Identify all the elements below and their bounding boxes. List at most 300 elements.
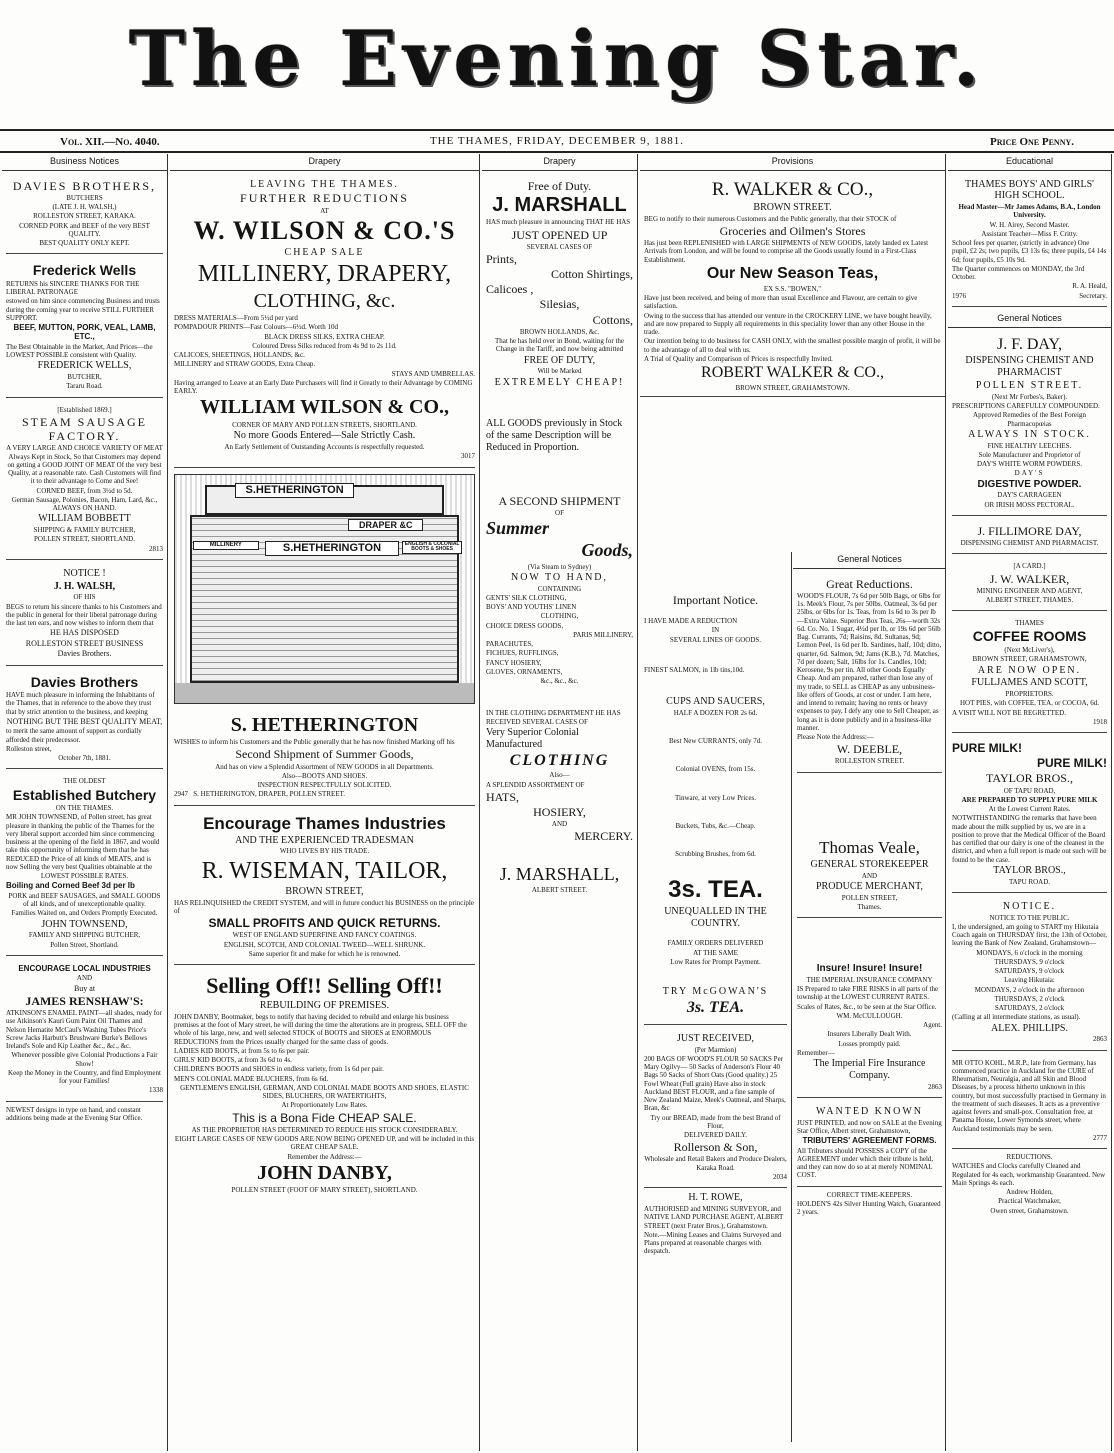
ad-signature: FREDERICK WELLS, [37,360,132,372]
ad-text: School fees per quarter, (strictly in advance) One pupil, £2 2s; two pupils, £3 13s 6s; three pupils, £4 14s 6d; four pupils, £5 10s 9d. [952,239,1107,264]
ad-text: HOT PIES, with COFFEE, TEA, or COCOA, 6d. [960,699,1099,708]
ad-text: OF HIS [73,593,96,602]
ad-number: 2863 [1093,1035,1107,1044]
ad-title: PURE MILK! [952,741,1022,756]
ad-title: THAMES BOYS' AND GIRLS' HIGH SCHOOL. [965,178,1094,202]
newspaper-title: The Evening Star. [128,14,986,103]
ad-title: Davies Brothers [30,673,139,690]
ad-text: [A CARD.] [1013,562,1046,571]
ad-text: CORNED BEEF, from 3½d to 5d. [36,486,133,495]
ad-text: Assistant Teacher—Miss F. Critty. [981,229,1078,238]
ad-title: J. W. WALKER, [989,571,1070,586]
ad-text: Owing to the success that has attended our venture in the CROCKERY LINE, we have bought heavily, and are now prepared to Supply all requirements in this speciality lower than any other House in the trade. [644,311,932,337]
ad-text: Also— [549,771,570,780]
ad-text: Our New Season Teas, [706,264,879,282]
ad-text: LADIES KID BOOTS, at from 5s to 6s per pair. [174,1046,310,1055]
ad-townsend-butchery [6,773,163,956]
ad-text: (Calling at all intermediate stations, as usual). [952,1013,1081,1022]
ad-text: Summer [486,518,550,539]
ad-text: PROPRIETORS. [1005,690,1054,699]
ad-text: BROWN STREET, GRAHAMSTOWN. [735,383,850,392]
ad-title: J. F. DAY, [997,335,1062,353]
ad-frederick-wells [6,258,163,397]
ad-text: ROLLESTON STREET, KARAKA. [33,212,136,221]
ad-text: J. H. WALSH, [53,580,116,592]
ad-text: Tinware, at very Low Prices. [674,793,756,802]
shop-engraving [174,474,475,704]
ad-text: German Sausage, Polonies, Bacon, Ham, Lard, &c., ALWAYS ON HAND. [11,495,158,513]
ad-number: 2947 [174,790,188,799]
list-item: GLOVES, ORNAMENTS, [486,667,563,676]
ad-text: POLLEN STREET, SHORTLAND. [34,535,135,544]
ad-signature: WILLIAM BOBBETT [38,513,131,525]
ad-text: A SECOND SHIPMENT [498,493,621,508]
ad-text: A SPLENDID ASSORTMENT OF [486,780,585,789]
mcgowan-column [640,552,792,1442]
ad-text: Thames. [857,902,882,911]
ad-text: TRY McGOWAN'S [662,986,769,998]
ad-text: Our intention being to do business for CASH ONLY, with the smallest possible margin of profit, it will be to the advantage of all to deal with us. [644,337,941,354]
column-heading: Business Notices [2,154,167,171]
ad-davies-brothers-2 [6,670,163,770]
ad-text: CUPS AND SAUCERS, [666,696,765,708]
ad-title: CORRECT TIME-KEEPERS. [826,1190,913,1199]
ad-text: CORNER OF MARY AND POLLEN STREETS, SHORTLAND. [232,421,417,430]
ad-text: BEST QUALITY ONLY KEPT. [39,239,130,248]
ad-text: Leaving Hikutaia: [1004,976,1055,985]
ad-text: LEAVING THE THAMES. [250,178,399,190]
ad-text: DISPENSING CHEMIST AND PHARMACIST. [960,539,1099,548]
ad-text: MERCERY. [574,829,633,844]
ad-text: DISPENSING CHEMIST AND PHARMACIST [965,355,1094,379]
ad-pure-milk [952,737,1107,893]
ad-text: SATURDAYS, 2 o'clock [994,1004,1065,1013]
ad-text: BLACK DRESS SILKS, EXTRA CHEAP. [264,332,385,341]
ad-wiseman [174,810,475,966]
ad-title: Important Notice. [672,593,759,607]
ad-text: FURTHER REDUCTIONS [240,191,409,206]
ad-text: DELIVERED DAILY. [684,1131,747,1140]
ad-text: Whenever possible give Colonial Productions a Fair Show! [11,1051,158,1068]
ad-text: BROWN STREET, [285,885,364,897]
ad-signature: W. DEEBLE, [836,742,903,757]
ad-text: The Quarter commences on MONDAY, the 3rd October. [952,264,1085,282]
ad-text: ALL GOODS previously in Stock of the same Description will be Reduced in Proportion. [486,418,623,453]
ad-text: Wholesale and Retail Bakers and Produce Dealers, Karaka Road. [644,1155,787,1172]
ad-text: AT [320,206,329,215]
ad-text: AND [76,974,93,983]
ad-signature: R. A. Heald, [1072,282,1107,291]
column-drapery [170,154,480,1451]
ad-otto-kohl [952,1055,1107,1150]
ad-text: CALICOES, SHEETINGS, HOLLANDS, &c. [174,351,305,360]
ad-text: Second Shipment of Summer Goods, [235,747,414,762]
ad-text: Boiling and Corned Beef 3d per lb [6,881,135,891]
ad-title: Insure! Insure! Insure! [816,963,923,975]
ad-signature: ALEX. PHILLIPS. [991,1022,1068,1034]
ad-text: (Next McLiver's), [1004,646,1055,654]
ad-text: NOTWITHSTANDING the remarks that have been made about the milk supplied by us, we are in a position to prove that the Medical Officer of the Board has certified that our dairy is one of the cleanest in the district, and when a full report is made out such will be found to be the case. [952,814,1107,864]
ad-text: CHILDREN'S BOOTS and SHOES in endless variety, from 1s 6d per pair. [174,1065,384,1074]
ad-text: Davies Brothers. [57,649,112,659]
ad-text: THE IMPERIAL INSURANCE COMPANY [806,975,933,984]
ad-text: EXTREMELY CHEAP! [494,376,625,388]
ad-text: Agent. [923,1021,942,1030]
ad-text: I HAVE MADE A REDUCTION [644,617,738,626]
column-educational [948,154,1112,1451]
ad-number: 2034 [773,1172,787,1181]
ad-number: 2863 [928,1082,942,1091]
ad-text: HE HAS DISPOSED [50,628,119,638]
ad-text: HOLDEN'S 42s Silver Hunting Watch, Guaranteed 2 years. [797,1199,941,1217]
ad-text: Owen street, Grahamstown. [990,1206,1069,1215]
list-item: PARIS MILLINERY, [573,630,633,639]
ad-text: At the Lowest Current Rates. [988,805,1071,814]
ad-deeble [797,573,942,773]
ad-title: W. WILSON & CO.'S [193,215,456,245]
ad-text: GENTLEMEN'S ENGLISH, GERMAN, AND COLONIAL MADE BOOTS AND SHOES, ELASTIC SIDES, BLUCHERS, OR WATERTIGHTS, [180,1083,469,1101]
ad-text: MR JOHN TOWNSEND, of Pollen street, has great pleasure in thanking the public of the Thames for the very liberal support accorded him since commencing business at the opening of the field in 1867, and would take this opportunity of informing them that he has REDUCED the Price of all kinds of MEATS, and is now Selling the very best Qualities obtainable at the [6,813,160,871]
ad-text: Buy at [73,983,96,993]
ad-title: Established Butchery [12,786,157,803]
ad-text: SATURDAYS, 9 o'clock [994,967,1065,976]
dateline: THE THAMES, FRIDAY, DECEMBER 9, 1881. [429,135,685,147]
ad-title: JUST RECEIVED, [676,1032,755,1044]
list-item: FANCY HOSIERY, [486,658,542,667]
ad-title: Great Reductions. [826,576,913,591]
ad-text: AT THE SAME [693,948,738,957]
ad-text: THAMES [1015,619,1044,628]
ad-signature: JOHN DANBY, [257,1161,392,1184]
ad-text: W. H. Airey, Second Master. [989,220,1070,229]
ad-title: WANTED KNOWN [815,1105,924,1117]
ad-title: Frederick Wells [32,262,137,279]
ad-title: DAVIES BROTHERS, [12,178,157,193]
ad-title: REDUCTIONS. [1006,1153,1053,1162]
ad-number: 3017 [461,452,475,461]
ad-text: R. WISEMAN, TAILOR, [201,857,448,884]
ad-text: OF TAPU ROAD, [1003,786,1056,795]
ad-rollerson [644,1029,787,1188]
ad-danby [174,969,475,1201]
ad-text: JOHN DANBY, Bootmaker, begs to notify that having decided to rebuild and enlarge his business premises at the foot of Mary street, he will during the time the alterations are in progress, SELL OFF the whole of his large, new, and well selected STOCK of BOOTS and SHOES at ENORMOUS REDUCTIONS from the Prices usually charged for the same class of goods. [174,1012,467,1046]
ad-text: AUTHORISED and MINING SURVEYOR, and NATIVE LAND PURCHASE AGENT, ALBERT STREET (next Frater Bros.), Grahamstown. [644,1205,784,1230]
ad-text: OR IRISH MOSS PECTORAL. [984,500,1075,509]
ad-title: S. HETHERINGTON [230,713,419,736]
ad-text: A Trial of Quality and Comparison of Prices is respectfully Invited. [644,354,833,363]
ad-text: WATCHES and Clocks carefully Cleaned and Regulated for 4s each, workmanship Guaranteed. New Main Springs 4s each. [952,1162,1106,1187]
ad-coach-notice [952,897,1107,1051]
engraving-sign: S.HETHERINGTON [235,483,355,498]
ad-signature: TAYLOR BROS., [993,864,1066,876]
ad-text: October 7th, 1881. [58,754,111,763]
ad-text: SEVERAL LINES OF GOODS. [669,635,762,644]
ad-timekeepers [797,1191,942,1217]
ad-text: BROWN HOLLANDS, &c. [519,327,600,336]
ad-text: HAS RELINQUISHED the CREDIT SYSTEM, and will in future conduct his BUSINESS on the principle of [174,898,474,916]
info-bar [0,129,1114,153]
ad-jw-walker [952,558,1107,611]
ad-text: AND THE EXPERIENCED TRADESMAN [235,834,414,846]
ad-text: MEN'S COLONIAL MADE BLUCHERS, from 6s 6d. [174,1074,329,1083]
ad-text: MILLINERY and STRAW GOODS, Extra Cheap. [174,360,316,369]
ad-text: GENERAL STOREKEEPER [810,858,929,870]
ad-notice-walsh [6,564,163,666]
ad-text: AND [551,820,568,829]
ad-text: TAYLOR BROS., [986,771,1073,786]
ad-number: 1338 [149,1086,163,1095]
ad-wanted-known [797,1102,942,1187]
ad-text: Low Rates for Prompt Payment. [670,957,761,966]
ad-text: BUTCHER, [67,373,102,382]
ad-text: ATKINSON'S ENAMEL PAINT—all shades, ready for use Atkinson's Kauri Gum Paint Oil Thames and Nelson Hematite McCaul's Washing Tubes Price's Screw Jacks Harbutt's Brushware Burke's Bellows Ireland's Sole and Kip Leather &c., &c., &c. [6,1009,162,1051]
ad-text: DIGESTIVE POWDER. [977,478,1082,490]
ad-mcgowan [644,552,787,1025]
ad-text: NOW TO HAND, [510,571,609,583]
general-notices-subcolumn [793,552,946,1442]
ad-text: POLLEN STREET. [975,380,1084,392]
ad-text: Rolleston street, [6,744,52,753]
ad-text: 3s. TEA. [686,998,745,1016]
ad-high-school [952,175,1107,307]
ad-text: RETURNS his SINCERE THANKS FOR THE LIBERAL PATRONAGE [6,279,140,297]
ad-signature: WM. McCULLOUGH. [836,1011,903,1020]
ad-text: FULLJAMES AND SCOTT, [971,677,1088,689]
ad-text: DAY'S [1014,469,1045,478]
ad-title: ENCOURAGE LOCAL INDUSTRIES [18,963,151,973]
column-heading: Drapery [170,154,479,171]
ad-text: EX S.S. "BOWEN," [763,284,822,293]
ad-text: CLOTHING, &c. [253,289,396,312]
ad-text: TRIBUTERS' AGREEMENT FORMS. [802,1136,937,1146]
ad-text: MONDAYS, 2 o'clock in the afternoon [974,985,1085,994]
ad-text: Best New CURRANTS, only 7d. [669,737,762,746]
ad-text: MR OTTO KOHL, M.R.P., late from Germany, has commenced practice in Auckland for the CURE of Rheumatism, Neuralgia, and all Skin and Blood Diseases, by a process hitherto unknown in this country, but most successfully practised in Germany in the treatment of such diseases. It acts as a preventive against fevers and small-pox. Consultation free, at Panama House, Lower Symonds street, where Auckland testimonials may be seen. [952,1058,1106,1133]
ad-number: 1976 [952,291,966,300]
ad-number: 2777 [1093,1133,1107,1142]
ad-text: WHO LIVES BY HIS TRADE. [279,847,370,856]
column-heading: General Notices [793,552,946,569]
ad-text: Very Superior Colonial Manufactured [486,726,579,750]
ad-text: DAY'S CARRAGEEN [997,491,1062,500]
ad-text: AS THE PROPRIETOR HAS DETERMINED TO REDUCE HIS STOCK CONSIDERABLY. [191,1125,458,1134]
ad-text: Insurers Liberally Dealt With. [827,1030,912,1039]
ad-text: Calicoes , [486,282,534,297]
ad-text: Groceries and Oilmen's Stores [719,224,866,239]
ad-text: Goods, [581,540,633,561]
ad-text: ARE NOW OPEN. [977,664,1082,676]
ad-title: Thomas Veale, [819,837,920,857]
ad-davies-brothers [6,175,163,255]
ad-text: REBUILDING OF PREMISES. [259,1000,390,1012]
ad-text: Note.—Mining Leases and Claims Surveyed and Plans prepared at reasonable charges with despatch. [644,1230,782,1256]
ad-text: CONTAINING [537,584,582,593]
ad-text: DAY'S WHITE WORM POWDERS. [977,460,1082,469]
ad-text: PORK and BEEF SAUSAGES, and SMALL GOODS of all kinds, and of unexceptionable quality. [8,891,161,909]
ad-text: All Tributers should POSSESS a COPY of the AGREEMENT under which their tribute is held, and they can now do so at at merely NOMINAL COST. [797,1146,934,1180]
ad-text: FREE OF DUTY, [523,354,596,366]
ad-insurance [797,922,942,1098]
ad-text: BEGS to return his sincere thanks to his Customers and the public in general for their liberal patronage during the last ten ears, and now wishes to inform them that [6,602,162,628]
ad-title: NOTICE ! [63,567,106,579]
ad-text: MINING ENGINEER AND AGENT, [976,586,1083,595]
ad-text: ALWAYS IN STOCK. [968,428,1091,440]
ad-text: Practical Watchmaker, [998,1197,1061,1206]
ad-signature: ROBERT WALKER & CO., [701,364,884,382]
ad-text: Also—BOOTS AND SHOES. [281,771,368,780]
ad-text: Has just been REPLENISHED with LARGE SHIPMENTS of NEW GOODS, lately landed ex Latest Arrivals from London, and will be found to comprise all the Goods usually found in a First-Class Establishment. [644,239,929,264]
column-heading: Drapery [482,154,637,171]
ad-text: And has on view a Splendid Assortment of NEW GOODS in all Departments. [215,762,434,771]
ad-text: DRESS MATERIALS—From 5½d per yard [174,314,298,323]
ad-text: FAMILY AND SHIPPING BUTCHER, [28,931,141,940]
ad-marshall [486,175,633,901]
column-heading: Provisions [640,154,945,171]
ad-text: ENGLISH, SCOTCH, AND COLONIAL TWEED—WELL SHRUNK. [223,940,426,949]
list-item: PARACHUTES, [486,640,534,649]
ad-signature: Rollerson & Son, [673,1140,758,1155]
ad-text: BROWN STREET. [753,202,832,214]
volume-number: Vol. XII.—No. 4040. [60,136,160,148]
ad-text: Coloured Dress Silks reduced from 4s 9d to 2s 11d. [252,341,397,350]
ad-text: EIGHT LARGE CASES OF NEW GOODS ARE NOW BEING OPENED UP, and will be included in this GREAT CHEAP SALE. [174,1135,475,1152]
ad-number: 1918 [1093,717,1107,726]
ad-signature: Andrew Holden, [1006,1188,1053,1197]
goods-list [486,594,633,686]
newest-notice: NEWEST designs in type on hand, and constant additions being made at the Evening Star Office. [6,1105,143,1122]
ad-text: Head Master—Mr James Adams, B.A., London University. [958,203,1101,220]
ad-title: STEAM SAUSAGE FACTORY. [21,414,147,444]
ad-text: At Proportionately Low Rates. [281,1101,368,1110]
ad-veale [797,777,942,918]
ad-text: Colonial OVENS, from 15s. [675,765,756,774]
ad-text: 200 BAGS OF WOOD'S FLOUR 50 SACKS Per Mary Ogilvy— 50 Sacks of Anderson's Flour 40 Bags 50 Sacks of Short Oats (Good quality.) 25 Fowl Wheat (Full grain) Have also in stock Auckland BEST FLOUR, and a fine sample of New Zealand Maize, Meek's Oatmeal, and Sharps, Bran, &c [644,1054,786,1113]
ad-text: JUST OPENED UP [511,227,608,242]
ad-text: Remember the Address:— [287,1152,362,1161]
ad-text: Having arranged to Leave at an Early Date Purchasers will find it Greatly to their Advantage by COMING EARLY. [174,378,473,396]
ad-text: ARE PREPARED TO SUPPLY PURE MILK [961,795,1098,804]
ad-text: LOWEST POSSIBLE RATES. [40,872,129,881]
ad-text: (LATE J. H. WALSH,) [52,203,117,212]
column-business-notices [2,154,168,1451]
ad-text: Sole Manufacturer and Proprietor of [978,450,1081,459]
ad-text: MILLINERY, DRAPERY, [197,261,452,288]
ad-text: UNEQUALLED IN THE COUNTRY. [664,905,767,929]
column-heading: General Notices [948,311,1111,328]
ad-text: HAS much pleasure in announcing THAT HE HAS [486,218,631,227]
ad-text: STAYS AND UMBRELLAS. [391,369,475,378]
ad-text: Prints, [486,252,518,267]
list-item: FICHUES, RUFFLINGS, [486,649,559,658]
ad-text: NOTHING BUT THE BEST QUALITY MEAT, [6,716,163,726]
ad-text: Families Waited on, and Orders Promptly Executed. [11,909,158,918]
ad-text: [Established 1869.] [57,405,112,414]
ad-text: Same superior fit and make for which he is renowned. [248,949,401,958]
ad-text: WEST OF ENGLAND SUPERFINE AND FANCY COATINGS. [232,931,417,940]
ad-title: J. FILLIMORE DAY, [977,523,1082,538]
ad-watch-reductions [952,1153,1107,1215]
ad-text: JUST PRINTED, and now on SALE at the Evening Star Office, Albert street, Grahamstown, [797,1118,942,1135]
ad-text: BUTCHERS [66,193,103,202]
ad-text: FINEST SALMON, in 1lb tins,10d. [644,665,745,674]
ad-text: Silesias, [539,297,580,312]
ad-text: SEVERAL CASES OF [526,242,593,251]
ad-text: FINE HEALTHY LEECHES. [987,441,1072,450]
ad-text: IN [711,626,720,635]
ad-coffee-rooms [952,615,1107,733]
ad-text: Try our BREAD, made from the best Brand of Flour, [650,1113,781,1130]
list-item: CLOTHING, [540,612,579,621]
ad-text: GIRLS' KID BOOTS, at from 3s 6d to 4s. [174,1056,292,1065]
ad-title: R. WALKER & CO., [711,178,874,200]
masthead [0,0,1114,128]
ad-text: (Per Marmion) [694,1045,737,1054]
ad-title: NOTICE. [1002,900,1057,912]
ad-text: THURSDAYS, 2 o'clock [994,994,1065,1003]
ad-text: A VERY LARGE AND CHOICE VARIETY OF MEAT Always Kept in Stock, So that Customers may depend on getting a GOOD JOINT OF MEAT Of the very best Quality, at a reasonable rate. Cash Customers will find it to their advantage to Come and See! [6,444,163,486]
ad-text: Cotton Shirtings, [550,267,633,282]
ad-text: OF [555,508,564,517]
ad-text: FAMILY ORDERS DELIVERED [667,939,764,948]
ad-text: ON THE THAMES. [55,804,114,813]
ad-text: CHEAP SALE [284,247,365,259]
ad-text: THE OLDEST [63,777,106,786]
ad-signature: J. MARSHALL, [499,863,620,884]
ad-text: THURSDAYS, 9 o'clock [994,957,1065,966]
ad-text: No more Goods Entered—Sale Strictly Cash. [233,430,416,442]
ad-wilson [174,175,475,468]
ad-text: Free of Duty. [527,178,592,193]
price: Price One Penny. [989,136,1074,148]
ad-text: TAPU ROAD. [1008,877,1051,886]
ad-number: 2813 [149,544,163,553]
ad-text: I, the undersigned, am going to START my Hikutaia Coach again on THURSDAY first, the 13th of October, leaving the Bank of New Zealand, Grahamstown— [952,922,1107,948]
ad-title: Encourage Thames Industries [203,813,446,833]
ad-text: Scales of Rates, &c., to be seen at the Star Office. [797,1002,937,1011]
ad-text: PRODUCE MERCHANT, [815,880,924,892]
list-item: BOYS' AND YOUTHS' LINEN [486,603,577,612]
engraving-ground [175,683,474,703]
ad-text: WOOD'S FLOUR, 7s 6d per 50lb Bags, or 6lbs for 1s. Meek's Flour, 7s per 50lbs. Oatmeal, 3s 6d per 25lbs, or 6lbs for 1s. Teas, from 1s 6d to 3s per lb—Extra Value. Superior Box Teas, 26s—worth 32s 6d. Co. No. 1 Sugar, 4½d per lb, or 19s 6d per 56lb Bag. Currants, 7d; Raisins, 8d. Sultanas, 9d; Lemon Peel, 1s 6d per lb. Sardines, half, 10d; ditto, quarter, 6d. Salmon, 9d; Jams (K.B.), 7d. Matches, 7d per dozen; Salt, 16lbs for 1s. Candles, 10d; Kerosene, 9s per tin. All other Goods Equally Cheap. And am prepared, rather than lose any of my trade, to SELL as CHEAP as any unbusiness-like offers of Goods, at cost or under. I am here, and intend to remain; having no rents or heavy expenses to pay, I defy any one to Sell Cheaper, as long as it is done publicly and in a business-like manner. [797,591,942,732]
ad-text: Pollen Street, Shortland. [50,940,119,949]
list-item: &c., &c., &c. [540,677,579,686]
ad-text: ROLLESTON STREET. [834,757,905,766]
ad-signature: JOHN TOWNSEND, [41,918,128,930]
ad-text: This is a Bona Fide CHEAP SALE. [232,1110,417,1125]
ad-text: (Via Steam to Sydney) [527,562,592,571]
ad-text: BROWN STREET, GRAHAMSTOWN, [972,655,1087,664]
ad-text: (Next Mr Forbes's, Baker). [991,392,1068,401]
column-drapery-2 [482,154,638,1451]
ad-text: Buckets, Tubs, &c.—Cheap. [675,821,756,830]
ad-text: HATS, [486,789,520,804]
ad-fillimore-day [952,520,1107,554]
list-item: GENTS' SILK CLOTHING, [486,593,567,602]
ad-text: POLLEN STREET, [841,893,898,902]
ad-hetherington [174,710,475,806]
ad-text: estowed on him since commencing Business and trusts during the coming year to receive STILL FURTHER SUPPORT. [6,297,160,322]
ad-text: MONDAYS, 6 o'clock in the morning [976,948,1083,957]
ad-text: BEG to notify to their numerous Customers and the Public generally, that their STOCK of [644,214,897,223]
ad-text: 3s. TEA. [668,876,763,904]
ad-text: Approved Remedies of the Best Foreign Pharmacopœias [973,411,1086,428]
ad-text: IS Prepared to take FIRE RISKS in all parts of the township at the LOWEST CURRENT RATES. [797,985,939,1002]
ad-text: ALBERT STREET, THAMES. [985,595,1074,604]
ad-text: Scrubbing Brushes, from 6d. [675,850,756,859]
ad-text: NOTICE TO THE PUBLIC. [989,913,1070,922]
ad-text: Remember— [797,1048,835,1057]
column-provisions [640,154,946,1451]
